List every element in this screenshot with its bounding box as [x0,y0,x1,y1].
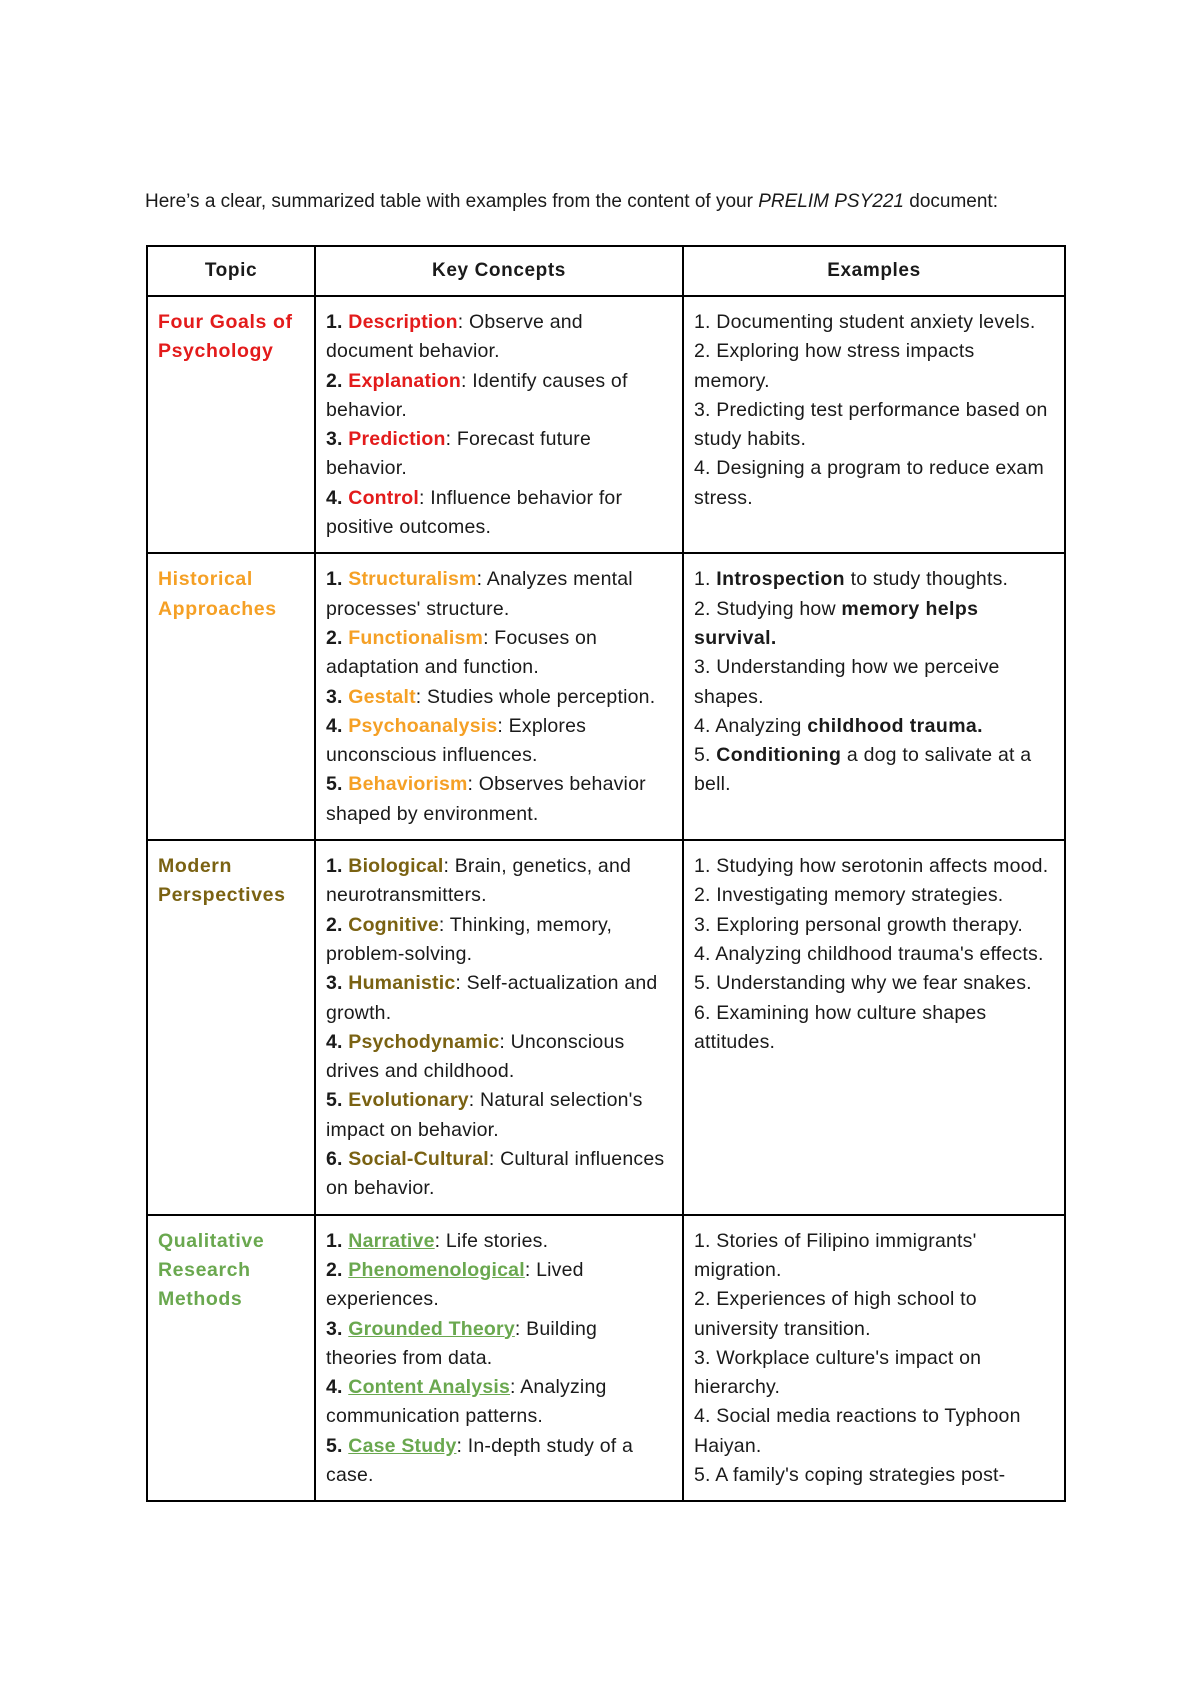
example-text: 5. [694,744,717,767]
example-text: 4. Analyzing childhood trauma's effects. [694,942,1044,965]
concept-description: : Analyzes mental processes' structure. [326,568,633,620]
example-item [694,911,1055,940]
concept-term: Structuralism [348,568,477,591]
concept-term: Evolutionary [348,1089,469,1112]
example-item [694,308,1055,337]
example-item [694,337,1055,396]
concept-term: Grounded Theory [348,1317,515,1340]
intro-text: Here’s a clear, summarized table with examples from the content of your [145,191,759,212]
concept-description: : Building theories from data. [326,1317,598,1369]
concept-item [326,1227,673,1256]
concept-term: Humanistic [348,972,456,995]
example-text: to study thoughts. [844,568,1009,591]
topic-cell: Modern Perspectives [147,840,315,1215]
concept-number: 3. [326,428,349,451]
example-text: 3. Predicting test performance based on study habits. [694,398,1048,451]
concept-item [326,852,673,911]
examples-cell [683,553,1065,840]
table-row [147,553,1065,840]
example-item [694,940,1055,969]
concept-term: Functionalism [348,626,484,649]
example-keyword: Conditioning [716,744,842,767]
example-text: 5. Understanding why we fear snakes. [694,972,1032,995]
example-item [694,1227,1055,1286]
concept-term: Gestalt [348,685,416,708]
concept-number: 1. [326,1229,349,1252]
concept-number: 2. [326,369,349,392]
example-text: 1. Stories of Filipino immigrants' migration. [694,1229,977,1281]
concept-item [326,712,673,771]
example-item [694,396,1055,455]
concept-description: : Lived experiences. [326,1258,584,1311]
concept-term: Cognitive [348,913,439,936]
concept-description: : Studies whole perception. [415,685,656,708]
concept-term: Psychodynamic [348,1030,500,1053]
example-text: 3. Exploring personal growth therapy. [694,913,1023,936]
example-item [694,881,1055,910]
table-row [147,296,1065,553]
concept-number: 5. [326,773,349,796]
concept-item [326,624,673,683]
concept-item [326,683,673,712]
concept-item [326,911,673,970]
concept-item [326,1432,673,1491]
concept-description: : Unconscious drives and childhood. [326,1030,625,1083]
concept-item [326,425,673,484]
concept-item [326,1145,673,1204]
example-keyword: memory helps survival. [694,597,979,649]
concept-item [326,1315,673,1374]
concept-number: 3. [326,685,349,708]
concept-item [326,1256,673,1315]
example-item [694,999,1055,1058]
example-text: 3. Understanding how we perceive shapes. [694,656,1000,708]
concept-number: 2. [326,913,349,936]
concept-number: 2. [326,1258,349,1281]
topic-cell: Historical Approaches [147,553,315,840]
example-text: 1. Studying how serotonin affects mood. [694,855,1049,878]
concept-item [326,308,673,367]
intro-paragraph [145,189,1065,214]
example-item [694,712,1055,741]
example-item [694,852,1055,881]
example-text: a dog to salivate at a bell. [694,744,1032,796]
example-keyword: childhood trauma. [807,714,983,737]
concept-term: Psychoanalysis [348,714,498,737]
summary-table [146,245,1066,1502]
concept-item [326,367,673,426]
header-examples: Examples [683,246,1065,296]
example-text: 1. Documenting student anxiety levels. [694,311,1036,333]
example-text: 2. Exploring how stress impacts memory. [694,340,975,392]
concept-number: 1. [326,855,349,878]
example-item [694,1285,1055,1344]
table-body [147,296,1065,1501]
concept-term: Biological [348,855,444,878]
concept-number: 4. [326,714,349,737]
concepts-cell [315,840,683,1215]
example-item [694,1461,1055,1490]
example-text: 2. Experiences of high school to university transition. [694,1288,977,1340]
concept-description: : Cultural influences on behavior. [326,1148,665,1200]
concept-number: 4. [326,1376,349,1399]
examples-cell [683,1215,1065,1502]
header-topic: Topic [147,246,315,296]
concept-term: Case Study [348,1434,457,1457]
concept-number: 3. [326,1317,349,1340]
concept-term: Content Analysis [348,1376,511,1399]
concept-term: Description [348,311,458,333]
example-text: 5. A family's coping strategies post- [694,1463,1006,1486]
example-text: 1. [694,568,717,591]
concept-description: : Life stories. [434,1229,549,1252]
example-item [694,595,1055,654]
concept-number: 4. [326,486,349,509]
concept-term: Behaviorism [348,773,468,796]
examples-cell [683,840,1065,1215]
concept-item [326,565,673,624]
example-item [694,969,1055,998]
table-row [147,1215,1065,1502]
topic-cell: Four Goals of Psychology [147,296,315,553]
concept-term: Prediction [348,428,446,451]
example-keyword: Introspection [716,568,845,591]
concept-number: 6. [326,1148,349,1171]
concept-number: 5. [326,1434,349,1457]
concept-item [326,770,673,829]
concept-number: 1. [326,568,349,591]
concept-description: : Identify causes of behavior. [326,369,628,421]
examples-cell [683,296,1065,553]
example-item [694,653,1055,712]
example-text: 4. Social media reactions to Typhoon Haiyan. [694,1405,1021,1457]
concept-description: : Focuses on adaptation and function. [326,626,598,679]
concept-number: 5. [326,1089,349,1112]
example-text: 3. Workplace culture's impact on hierarchy. [694,1346,982,1399]
concept-item [326,1028,673,1087]
concept-description: : Analyzing communication patterns. [326,1376,607,1428]
example-text: 4. Designing a program to reduce exam stress. [694,457,1044,509]
concepts-cell [315,553,683,840]
concept-item [326,484,673,543]
concept-item [326,1373,673,1432]
concept-description: : Forecast future behavior. [326,428,592,480]
concept-item [326,969,673,1028]
header-key-concepts: Key Concepts [315,246,683,296]
concept-description: : Natural selection's impact on behavior. [326,1089,643,1141]
example-item [694,565,1055,594]
concept-description: : Observe and document behavior. [326,311,583,363]
example-text: 2. Studying how [694,597,842,620]
concept-description: : Influence behavior for positive outcomes. [326,486,623,539]
summary-table-container [146,245,1066,1502]
concept-description: : In-depth study of a case. [326,1434,634,1486]
document-name: PRELIM PSY221 [758,191,904,212]
concept-description: : Observes behavior shaped by environment. [326,773,646,825]
topic-cell: Qualitative Research Methods [147,1215,315,1502]
example-text: 6. Examining how culture shapes attitudes. [694,1001,987,1053]
table-row [147,840,1065,1215]
concept-description: : Brain, genetics, and neurotransmitters. [326,855,632,907]
concept-term: Control [348,486,419,509]
concept-term: Phenomenological [348,1258,525,1281]
concept-term: Narrative [348,1229,435,1252]
concept-description: : Explores unconscious influences. [326,714,587,767]
intro-text-end: document: [903,191,998,212]
example-text: 2. Investigating memory strategies. [694,884,1004,907]
concept-item [326,1086,673,1145]
example-text: 4. Analyzing [694,714,808,737]
example-item [694,1344,1055,1403]
concept-term: Explanation [348,369,461,392]
concepts-cell [315,1215,683,1502]
example-item [694,1402,1055,1461]
concepts-cell [315,296,683,553]
concept-description: : Thinking, memory, problem-solving. [326,913,613,965]
concept-number: 2. [326,626,349,649]
concept-description: : Self-actualization and growth. [326,972,658,1024]
table-header-row [147,246,1065,296]
example-item [694,454,1055,513]
concept-number: 1. [326,311,349,333]
example-item [694,741,1055,800]
concept-number: 4. [326,1030,349,1053]
concept-number: 3. [326,972,349,995]
concept-term: Social-Cultural [348,1148,489,1171]
